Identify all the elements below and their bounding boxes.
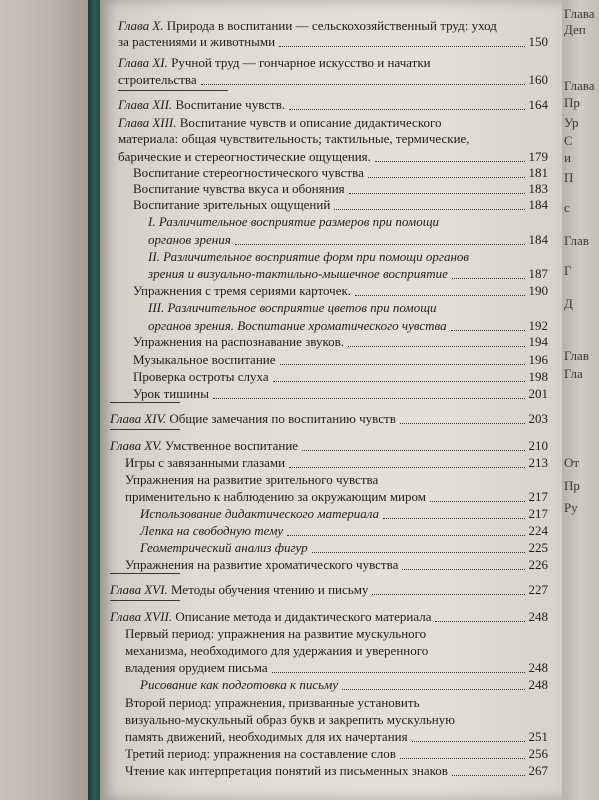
leader-dots <box>280 364 525 365</box>
toc-entry-title <box>125 763 448 779</box>
toc-entry-title <box>148 266 448 282</box>
page-number: 248 <box>528 677 548 692</box>
toc-entry-text: Чтение как интерпретация понятий из письменных знаков <box>125 763 448 778</box>
toc-entry <box>133 165 548 181</box>
page-number: 184 <box>528 232 548 247</box>
page-number: 210 <box>528 438 548 453</box>
page-number: 201 <box>528 386 548 401</box>
toc-entry <box>140 523 548 539</box>
chapter-label: Глава XII. <box>118 97 173 112</box>
toc-entry-text: Геометрический анализ фигур <box>140 540 308 555</box>
toc-entry <box>125 455 548 471</box>
leader-dots <box>342 689 524 690</box>
toc-entry-title <box>133 197 330 213</box>
toc-entry-text: Воспитание чувства вкуса и обоняния <box>133 181 345 196</box>
toc-entry-text: органов зрения. Воспитание хроматического чувства <box>148 318 447 333</box>
toc-entry-text: Общие замечания по воспитанию чувств <box>166 411 396 426</box>
page-number: 217 <box>528 506 548 521</box>
toc-entry <box>125 712 455 728</box>
left-background-strip <box>0 0 88 800</box>
leader-dots <box>348 346 524 347</box>
page-number: 192 <box>528 318 548 333</box>
leader-dots <box>289 109 524 110</box>
toc-entry-text: Воспитание стереогностического чувства <box>133 165 364 180</box>
chapter-label: Глава XIV. <box>110 411 167 426</box>
toc-entry <box>140 677 548 693</box>
adjacent-page-text: С <box>564 133 573 148</box>
toc-entry <box>118 149 548 165</box>
toc-entry-text: Урок тишины <box>133 386 209 401</box>
toc-entry-title <box>133 386 209 402</box>
adjacent-page-text: Г <box>564 263 572 278</box>
leader-dots <box>435 621 524 622</box>
toc-entry-text: Воспитание зрительных ощущений <box>133 197 331 212</box>
toc-entry <box>125 489 548 505</box>
toc-entry-title <box>118 18 497 33</box>
leader-dots <box>213 398 525 399</box>
page-number: 150 <box>528 34 548 49</box>
chapter-label: Глава XVI. <box>110 582 168 597</box>
toc-entry-title <box>118 97 285 113</box>
leader-dots <box>272 672 525 673</box>
toc-entry <box>125 729 548 745</box>
page-number: 164 <box>528 97 548 112</box>
toc-entry-title <box>125 695 420 710</box>
toc-entry-text: Лепка на свободную тему <box>140 523 284 538</box>
leader-dots <box>302 450 524 451</box>
toc-entry-title <box>125 746 396 762</box>
page-number: 181 <box>528 165 548 180</box>
adjacent-page-text: Глав <box>564 348 589 363</box>
page-number: 248 <box>528 609 548 624</box>
adjacent-page-edge <box>562 0 599 800</box>
leader-dots <box>289 467 524 468</box>
toc-entry <box>148 232 548 248</box>
toc-entry-title <box>133 181 345 197</box>
page-number: 256 <box>528 746 548 761</box>
toc-entry-title <box>140 506 379 522</box>
adjacent-page-text: Ру <box>564 500 578 515</box>
chapter-label: Глава XI. <box>118 55 168 70</box>
leader-dots <box>412 741 525 742</box>
toc-entry <box>125 746 548 762</box>
toc-entry <box>110 411 548 427</box>
adjacent-page-text: Д <box>564 296 573 311</box>
page-number: 190 <box>528 283 548 298</box>
toc-entry <box>110 582 548 598</box>
toc-entry-title <box>148 249 469 264</box>
toc-entry <box>133 386 548 402</box>
toc-entry <box>118 72 548 88</box>
page-number: 179 <box>528 149 548 164</box>
toc-entry <box>133 334 548 350</box>
leader-dots <box>235 244 525 245</box>
toc-entry <box>125 695 420 711</box>
toc-entry-title <box>140 540 308 556</box>
chapter-label: Глава XV. <box>110 438 162 453</box>
toc-entry <box>148 266 548 282</box>
toc-entry-title <box>125 626 426 641</box>
toc-entry-text: применительно к наблюдению за окружающим миром <box>125 489 426 504</box>
adjacent-page-text: Деп <box>564 22 586 37</box>
adjacent-page-text: Глава <box>564 78 595 93</box>
leader-dots <box>312 552 525 553</box>
leader-dots <box>372 594 524 595</box>
toc-entry-text: зрения и визуально-тактильно-мышечное восприятие <box>148 266 448 281</box>
toc-entry-text: материала: общая чувствительность; тактильные, термические, <box>118 131 470 146</box>
toc-entry <box>148 214 439 230</box>
toc-entry-title <box>148 232 231 248</box>
toc-entry-title <box>118 34 275 50</box>
toc-entry <box>140 506 548 522</box>
toc-entry-text: Методы обучения чтению и письму <box>167 582 369 597</box>
adjacent-page-text: Глава <box>564 6 595 21</box>
adjacent-page-text: Пр <box>564 478 580 493</box>
toc-entry-text: Проверка остроты слуха <box>133 369 269 384</box>
leader-dots <box>430 501 525 502</box>
toc-entry-text: визуально-мускульный образ букв и закрепить мускульную <box>125 712 455 727</box>
toc-entry-text: Упражнения на развитие зрительного чувства <box>125 472 379 487</box>
toc-entry-title <box>148 318 447 334</box>
page-number: 217 <box>528 489 548 504</box>
page-number: 184 <box>528 197 548 212</box>
leader-dots <box>349 193 525 194</box>
adjacent-page-text: Ур <box>564 115 579 130</box>
toc-entry-title <box>148 214 439 229</box>
adjacent-page-text: и <box>564 150 571 165</box>
chapter-divider <box>110 573 180 574</box>
toc-entry <box>125 660 548 676</box>
toc-entry-title <box>110 582 368 598</box>
leader-dots <box>334 209 524 210</box>
toc-entry-text: за растениями и животными <box>118 34 276 49</box>
toc-entry-title <box>125 472 378 487</box>
toc-entry <box>118 97 548 113</box>
page-number: 194 <box>528 334 548 349</box>
toc-entry-text: II. Различительное восприятие форм при помощи органов <box>148 249 470 264</box>
page-number: 248 <box>528 660 548 675</box>
page-number: 227 <box>528 582 548 597</box>
toc-entry-text: Музыкальное воспитание <box>133 352 276 367</box>
chapter-divider <box>110 402 180 403</box>
leader-dots <box>452 278 525 279</box>
leader-dots <box>287 535 524 536</box>
leader-dots <box>402 569 524 570</box>
toc-entry <box>118 115 442 131</box>
toc-entry <box>133 352 548 368</box>
adjacent-page-text: Гла <box>564 366 583 381</box>
toc-entry-title <box>140 523 283 539</box>
toc-entry-title <box>148 300 437 315</box>
toc-entry-text: Умственное воспитание <box>161 438 299 453</box>
leader-dots <box>201 84 525 85</box>
toc-entry-text: Игры с завязанными глазами <box>125 455 286 470</box>
chapter-divider <box>110 429 180 430</box>
toc-entry-text: Воспитание чувств и описание дидактического <box>176 115 442 130</box>
toc-entry-title <box>118 115 442 130</box>
page-number: 196 <box>528 352 548 367</box>
toc-entry-title <box>133 334 344 350</box>
toc-entry-text: Воспитание чувств. <box>172 97 286 112</box>
toc-entry-text: память движений, необходимых для их начертания <box>125 729 408 744</box>
leader-dots <box>400 423 525 424</box>
toc-entry <box>125 643 428 659</box>
toc-entry <box>118 34 548 50</box>
adjacent-page-text: П <box>564 170 574 185</box>
book-page <box>100 0 562 800</box>
toc-entry-text: I. Различительное восприятие размеров при помощи <box>148 214 440 229</box>
toc-entry-title <box>125 712 455 727</box>
toc-entry-text: Первый период: упражнения на развитие мускульного <box>125 626 427 641</box>
toc-entry-text: барические и стереогностические ощущения. <box>118 149 371 164</box>
toc-entry-title <box>133 165 364 181</box>
toc-entry-text: строительства <box>118 72 197 87</box>
toc-entry-title <box>118 55 431 70</box>
page-number: 213 <box>528 455 548 470</box>
toc-entry-text: механизма, необходимого для удержания и уверенного <box>125 643 429 658</box>
toc-entry <box>133 197 548 213</box>
toc-entry <box>110 609 548 625</box>
toc-entry-text: Второй период: упражнения, призванные установить <box>125 695 420 710</box>
chapter-label: Глава XIII. <box>118 115 177 130</box>
toc-entry-text: Третий период: упражнения на составление слов <box>125 746 396 761</box>
toc-entry-title <box>125 557 398 573</box>
toc-entry-text: Использование дидактического материала <box>140 506 380 521</box>
toc-entry-title <box>133 352 276 368</box>
leader-dots <box>451 330 525 331</box>
page-number: 203 <box>528 411 548 426</box>
toc-entry-title <box>140 677 338 693</box>
leader-dots <box>273 381 525 382</box>
chapter-label: Глава XVII. <box>110 609 173 624</box>
toc-entry-title <box>118 149 371 165</box>
toc-entry <box>118 55 431 71</box>
toc-entry-title <box>133 283 351 299</box>
toc-entry <box>133 181 548 197</box>
toc-entry-title <box>118 72 197 88</box>
page-number: 251 <box>528 729 548 744</box>
chapter-label: Глава X. <box>118 18 164 33</box>
toc-entry-title <box>125 489 426 505</box>
leader-dots <box>279 46 524 47</box>
toc-entry <box>133 369 548 385</box>
page-number: 160 <box>528 72 548 87</box>
toc-entry-text: Ручной труд — гончарное искусство и начатки <box>167 55 431 70</box>
toc-entry-text: владения орудием письма <box>125 660 268 675</box>
table-of-contents <box>100 0 562 800</box>
toc-entry-title <box>110 438 298 454</box>
page-number: 198 <box>528 369 548 384</box>
toc-entry-title <box>125 729 408 745</box>
page-number: 183 <box>528 181 548 196</box>
adjacent-page-text: Пр <box>564 95 580 110</box>
leader-dots <box>355 295 524 296</box>
toc-entry-title <box>110 411 396 427</box>
toc-entry-text: Природа в воспитании — сельскохозяйственный труд: уход <box>163 18 497 33</box>
toc-entry-title <box>133 369 269 385</box>
leader-dots <box>375 161 525 162</box>
toc-entry-title <box>110 609 431 625</box>
toc-entry-title <box>125 660 268 676</box>
toc-entry-text: Упражнения на распознавание звуков. <box>133 334 345 349</box>
toc-entry <box>140 540 548 556</box>
page-number: 267 <box>528 763 548 778</box>
toc-entry-text: III. Различительное восприятие цветов при помощи <box>148 300 437 315</box>
toc-entry <box>148 249 469 265</box>
leader-dots <box>368 177 525 178</box>
toc-entry-text: Упражнения с тремя сериями карточек. <box>133 283 352 298</box>
page-number: 226 <box>528 557 548 572</box>
leader-dots <box>452 775 525 776</box>
toc-entry-text: Описание метода и дидактического материала <box>172 609 432 624</box>
adjacent-page-text: От <box>564 455 580 470</box>
adjacent-page-text: с <box>564 200 570 215</box>
toc-entry-title <box>125 643 428 658</box>
toc-entry-title <box>125 455 285 471</box>
page-number: 224 <box>528 523 548 538</box>
chapter-divider <box>110 600 180 601</box>
toc-entry <box>133 283 548 299</box>
toc-entry <box>125 557 548 573</box>
adjacent-page-text: Глав <box>564 233 589 248</box>
toc-entry <box>148 318 548 334</box>
page-number: 187 <box>528 266 548 281</box>
toc-entry <box>125 472 378 488</box>
toc-entry-text: органов зрения <box>148 232 231 247</box>
leader-dots <box>383 518 524 519</box>
toc-entry <box>148 300 437 316</box>
toc-entry <box>125 763 548 779</box>
toc-entry <box>125 626 426 642</box>
toc-entry-title <box>118 131 470 146</box>
leader-dots <box>400 758 525 759</box>
chapter-divider <box>118 90 228 91</box>
page-number: 225 <box>528 540 548 555</box>
toc-entry <box>110 438 548 454</box>
toc-entry-text: Упражнения на развитие хроматического чувства <box>125 557 399 572</box>
toc-entry <box>118 131 470 147</box>
toc-entry <box>118 18 497 34</box>
toc-entry-text: Рисование как подготовка к письму <box>140 677 339 692</box>
